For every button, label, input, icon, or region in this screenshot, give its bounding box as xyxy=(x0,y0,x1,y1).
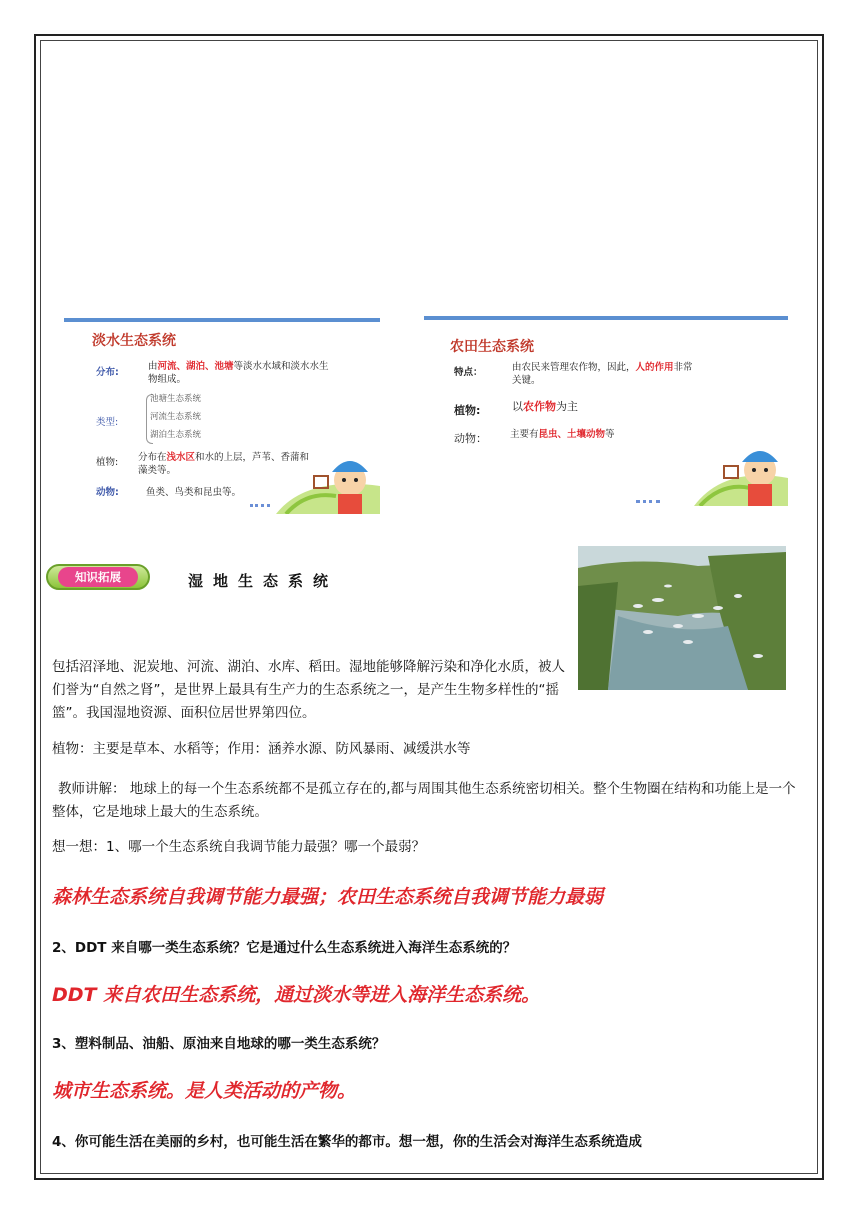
slide-dots xyxy=(636,500,660,506)
distribution-text: 由河流、湖泊、池塘等淡水水域和淡水水生 物组成。 xyxy=(148,361,329,385)
section-title: 湿地生态系统 xyxy=(188,572,339,590)
type-river: 河流生态系统 xyxy=(150,412,202,422)
feature-text: 由农民来管理农作物，因此，人的作用非常 关键。 xyxy=(512,362,693,386)
question-1: 想一想：1、哪一个生态系统自我调节能力最强？哪一个最弱？ xyxy=(52,839,426,855)
wetland-paragraph: 包括沼泽地、泥炭地、河流、湖泊、水库、稻田。湿地能够降解污染和净化水质，被人们誉为“自然之肾”，是世界上最具有生产力的生态系统之一，是产生生物多样性的“摇篮”。我国湿地资源、面积位居世界第四位。 xyxy=(52,659,565,721)
animals-label: 动物： xyxy=(454,432,487,445)
answer-1: 森林生态系统自我调节能力最强；农田生态系统自我调节能力最弱 xyxy=(52,886,604,908)
type-pond: 池塘生态系统 xyxy=(150,394,202,404)
slide-title: 淡水生态系统 xyxy=(92,333,176,349)
cartoon-kid-illustration xyxy=(694,436,788,506)
animals-text: 主要有昆虫、土壤动物等 xyxy=(510,429,615,440)
slide-title: 农田生态系统 xyxy=(450,339,534,355)
slide-dots xyxy=(250,504,270,510)
question-2: 2、DDT 来自哪一类生态系统？它是通过什么生态系统进入海洋生态系统的？ xyxy=(52,940,517,956)
answer-3: 城市生态系统。是人类活动的产物。 xyxy=(52,1080,357,1102)
distribution-label: 分布: xyxy=(96,367,119,378)
type-label: 类型: xyxy=(96,417,119,428)
plants-text: 以农作物为主 xyxy=(512,400,578,413)
question-3: 3、塑料制品、油船、原油来自地球的哪一类生态系统？ xyxy=(52,1036,386,1052)
plants-label: 植物: xyxy=(96,457,119,468)
type-lake: 湖泊生态系统 xyxy=(150,430,202,440)
plants-line: 植物：主要是草本、水稻等；作用：涵养水源、防风暴雨、减缓洪水等 xyxy=(52,741,471,757)
animals-text: 鱼类、鸟类和昆虫等。 xyxy=(146,487,242,498)
knowledge-extension-badge: 知识拓展 xyxy=(46,562,150,592)
cartoon-kid-illustration xyxy=(276,446,380,514)
animals-label: 动物: xyxy=(96,487,119,498)
question-4: 4、你可能生活在美丽的乡村，也可能生活在繁华的都市。想一想，你的生活会对海洋生态系统造成 xyxy=(52,1134,642,1150)
freshwater-slide xyxy=(64,318,380,514)
feature-label: 特点： xyxy=(454,367,483,378)
plants-label: 植物: xyxy=(454,404,481,417)
teacher-paragraph: 教师讲解： 地球上的每一个生态系统都不是孤立存在的,都与周围其他生态系统密切相关。整个生物圈在结构和功能上是一个整体，它是地球上最大的生态系统。 xyxy=(52,781,796,820)
answer-2: DDT 来自农田生态系统，通过淡水等进入海洋生态系统。 xyxy=(52,984,541,1006)
farmland-slide xyxy=(424,316,788,506)
plants-text: 分布在浅水区和水的上层，芦苇、香蒲和 藻类等。 xyxy=(138,452,310,476)
wetland-photo xyxy=(578,546,786,690)
